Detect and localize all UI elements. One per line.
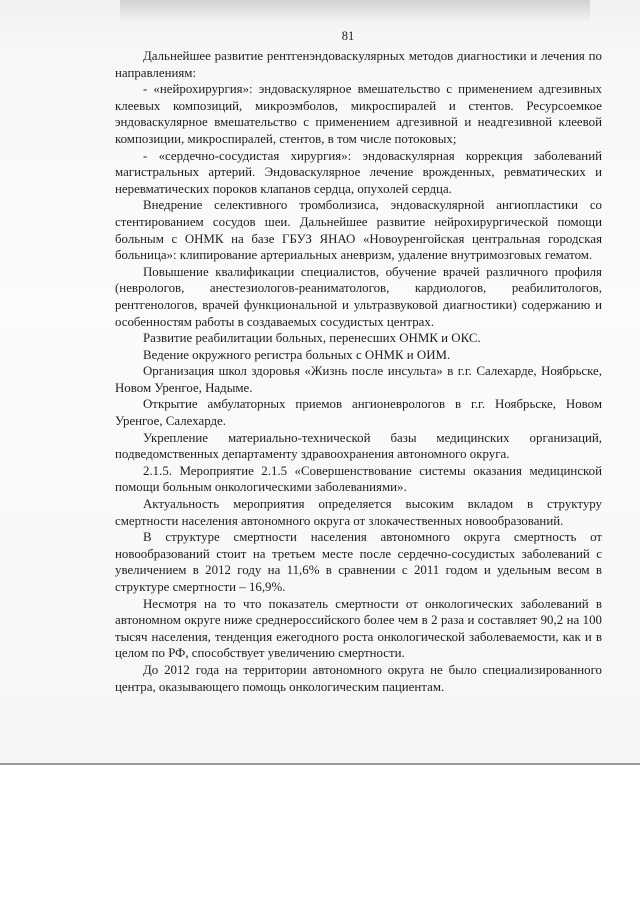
paragraph-registry: Ведение окружного регистра больных с ОНМК и ОИМ. xyxy=(143,347,451,362)
paragraph-mortality-structure: В структуре смертности населения автономного округа смертность от новообразований стоит на третьем месте после сердечно-сосудистых заболеваний с увеличением в 2012 году на 11,6% в сравнении с 2011 годом и удельным весом в структуре смертности – 16,9%. xyxy=(115,530,602,594)
paragraph-training: Повышение квалификации специалистов, обучение врачей различного профиля (неврологов, анестезиологов-реаниматологов, кардиологов, реабилитологов, рентгенологов, врачей функциональной и ультразвуковой диагностики) содержанию и особенностям работы в создаваемых сосудистых центрах. xyxy=(115,264,602,329)
paragraph-neurosurgery: - «нейрохирургия»: эндоваскулярное вмешательство с применением адгезивных клеевых композиций, микроэмболов, микроспиралей и стентов. Ресурсоемкое эндоваскулярное вмешательство с применением адгезивной и неадгезивной клеевой композиции, микроспиралей, стентов, в том числе потоковых; xyxy=(115,82,602,146)
section-heading-2-1-5: 2.1.5. Мероприятие 2.1.5 «Совершенствование системы оказания медицинской помощи больным онкологическими заболеваниями». xyxy=(115,463,602,495)
paragraph-no-center: До 2012 года на территории автономного округа не было специализированного центра, оказывающего помощь онкологическим пациентам. xyxy=(115,662,602,694)
paragraph-cardiovascular: - «сердечно-сосудистая хирургия»: эндоваскулярная коррекция заболеваний магистральных артерий. Эндоваскулярное лечение врожденных, ревматических и неревматических пороков клапанов сердца, опухолей сердца. xyxy=(115,148,602,196)
page-number: 81 xyxy=(341,29,355,43)
paragraph-outpatient: Открытие амбулаторных приемов ангионеврологов в г.г. Ноябрьске, Новом Уренгое, Салехарде. xyxy=(115,397,602,429)
paragraph-thrombolysis: Внедрение селективного тромболизиса, эндоваскулярной ангиопластики со стентированием сосудов шеи. Дальнейшее развитие нейрохирургической помощи больным с ОНМК на базе ГБУЗ ЯНАО «Новоуренгойская центральная городская больница»: клипирование артериальных аневризм, удаление внутримозговых гематом. xyxy=(115,198,602,263)
paragraph-rehabilitation: Развитие реабилитации больных, перенесших ОНМК и ОКС. xyxy=(143,331,481,346)
scan-shadow xyxy=(120,0,590,22)
paragraph-mortality-rate: Несмотря на то что показатель смертности от онкологических заболеваний в автономном округе ниже среднероссийского более чем в 2 раза и составляет 90,2 на 100 тысяч населения, тенденция ежегодного роста онкологической заболеваемости, как и в целом по РФ, способствует увеличению смертности. xyxy=(115,596,602,661)
paragraph-health-schools: Организация школ здоровья «Жизнь после инсульта» в г.г. Салехарде, Ноябрьске, Новом Уренгое, Надыме. xyxy=(115,364,602,395)
paragraph-equipment: Укрепление материально-технической базы медицинских организаций, подведомственных департаменту здравоохранения автономного округа. xyxy=(115,430,602,462)
paragraph-relevance: Актуальность мероприятия определяется высоким вкладом в структуру смертности населения автономного округа от злокачественных новообразований. xyxy=(115,497,602,528)
page-bottom-edge xyxy=(0,763,640,765)
document-body xyxy=(115,48,602,695)
paragraph-intro: Дальнейшее развитие рентгенэндоваскулярных методов диагностики и лечения по направлениям: xyxy=(115,49,602,80)
